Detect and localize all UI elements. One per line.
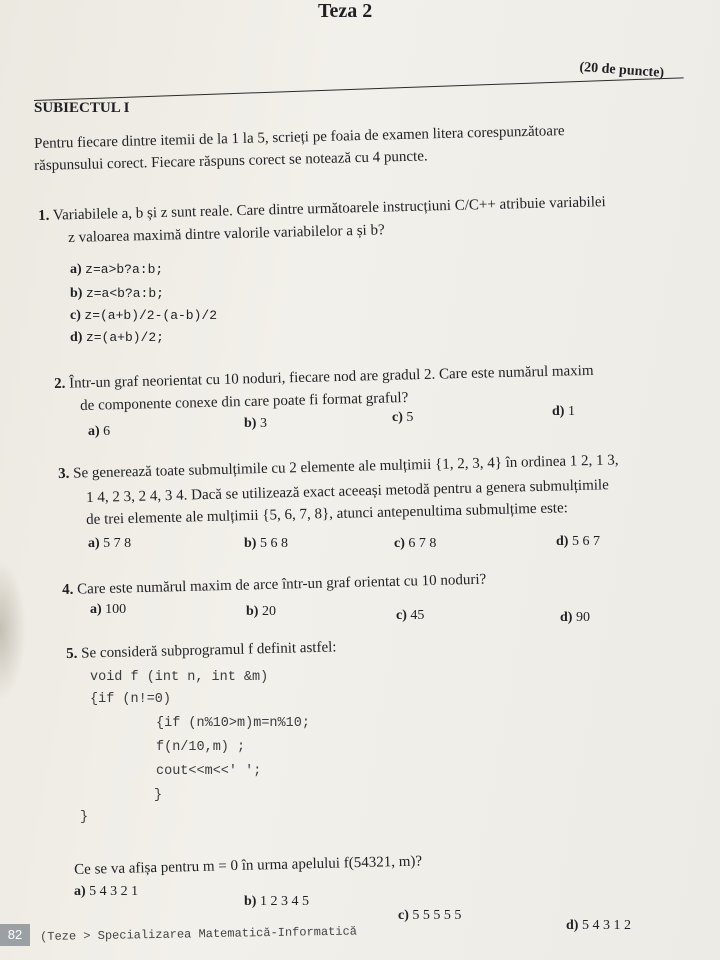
q2-option-d: d) 1 <box>552 404 575 419</box>
code-line-1: void f (int n, int &m) <box>90 670 269 685</box>
question-3-text: Se generează toate submulțimile cu 2 elemente ale mulțimii {1, 2, 3, 4} în ordinea 1 2, 1 3, <box>72 452 619 482</box>
question-3-number: 3. <box>58 465 70 482</box>
intro-line-1: Pentru fiecare dintre itemii de la 1 la 5, scrieți pe foaia de examen litera corespunzătoare <box>34 123 565 152</box>
q1-option-b: b) z=a<b?a:b; <box>70 286 164 301</box>
q3-option-d: d) 5 6 7 <box>556 534 600 549</box>
question-4-text: Care este numărul maxim de arce într-un graf orientat cu 10 noduri? <box>76 571 487 598</box>
question-1-number: 1. <box>38 207 50 224</box>
code-line-4: f(n/10,m) ; <box>156 740 246 755</box>
question-5-number: 5. <box>66 645 78 662</box>
q1-option-c: c) z=(a+b)/2-(a-b)/2 <box>70 308 218 323</box>
q4-option-d: d) 90 <box>560 610 590 625</box>
header-rule <box>34 77 684 101</box>
code-line-2: {if (n!=0) <box>90 692 172 707</box>
q3-option-b: b) 5 6 8 <box>244 536 288 551</box>
question-2-number: 2. <box>54 375 66 392</box>
q2-option-b: b) 3 <box>244 416 267 431</box>
code-line-3: {if (n%10>m)m=n%10; <box>156 716 310 731</box>
question-5-prompt: Ce se va afișa pentru m = 0 în urma apelului f(54321, m)? <box>74 853 423 878</box>
section-title: SUBIECTUL I <box>34 100 130 116</box>
q1-option-a: a) z=a>b?a:b; <box>70 262 164 277</box>
question-2-line-1 <box>54 363 594 393</box>
question-1-line-1 <box>38 194 606 225</box>
q5-option-d: d) 5 4 3 1 2 <box>566 918 631 933</box>
question-4-line-1 <box>62 572 486 599</box>
q4-option-c: c) 45 <box>396 608 425 623</box>
question-3-line-3: de trei elemente ale mulțimii {5, 6, 7, 8}, atunci antepenultima submulțime este: <box>86 500 569 528</box>
page-number: 82 <box>0 924 30 946</box>
q5-option-c: c) 5 5 5 5 5 <box>398 908 462 923</box>
footer-breadcrumb: (Teze > Specializarea Matematică-Informatică <box>40 924 358 944</box>
question-5-text: Se consideră subprogramul f definit astfel: <box>80 639 337 662</box>
q2-option-c: c) 5 <box>392 410 414 425</box>
question-1-text: Variabilele a, b și z sunt reale. Care dintre următoarele instrucțiuni C/C++ atribuie variabilei <box>52 194 606 224</box>
code-line-5: cout<<m<<' '; <box>156 764 262 779</box>
page-shadow <box>0 560 26 700</box>
points-label: (20 de puncte) <box>578 60 665 81</box>
q5-option-b: b) 1 2 3 4 5 <box>244 894 309 909</box>
code-line-7: } <box>80 810 89 825</box>
question-5-line-1 <box>66 639 337 663</box>
intro-line-2: răspunsului corect. Fiecare răspuns corect se notează cu 4 puncte. <box>34 148 428 174</box>
question-2-text: Într-un graf neorientat cu 10 noduri, fiecare nod are gradul 2. Care este numărul maxim <box>68 362 594 392</box>
question-1-line-2: z valoarea maximă dintre valorile variabilelor a și b? <box>68 222 385 246</box>
q4-option-b: b) 20 <box>246 604 276 619</box>
q4-option-a: a) 100 <box>90 602 127 617</box>
question-2-line-2: de componente conexe din care poate fi format graful? <box>80 389 409 414</box>
q1-option-d: d) z=(a+b)/2; <box>70 330 164 345</box>
q5-option-a: a) 5 4 3 2 1 <box>74 884 139 899</box>
code-line-6: } <box>154 788 163 803</box>
question-3-line-2: 1 4, 2 3, 2 4, 3 4. Dacă se utilizează exact aceeași metodă pentru a genera submulțimile <box>86 477 609 506</box>
q3-option-a: a) 5 7 8 <box>88 536 132 551</box>
question-4-number: 4. <box>62 581 74 598</box>
q3-option-c: c) 6 7 8 <box>394 536 437 551</box>
page-title: Teza 2 <box>318 0 373 22</box>
q2-option-a: a) 6 <box>88 424 111 439</box>
